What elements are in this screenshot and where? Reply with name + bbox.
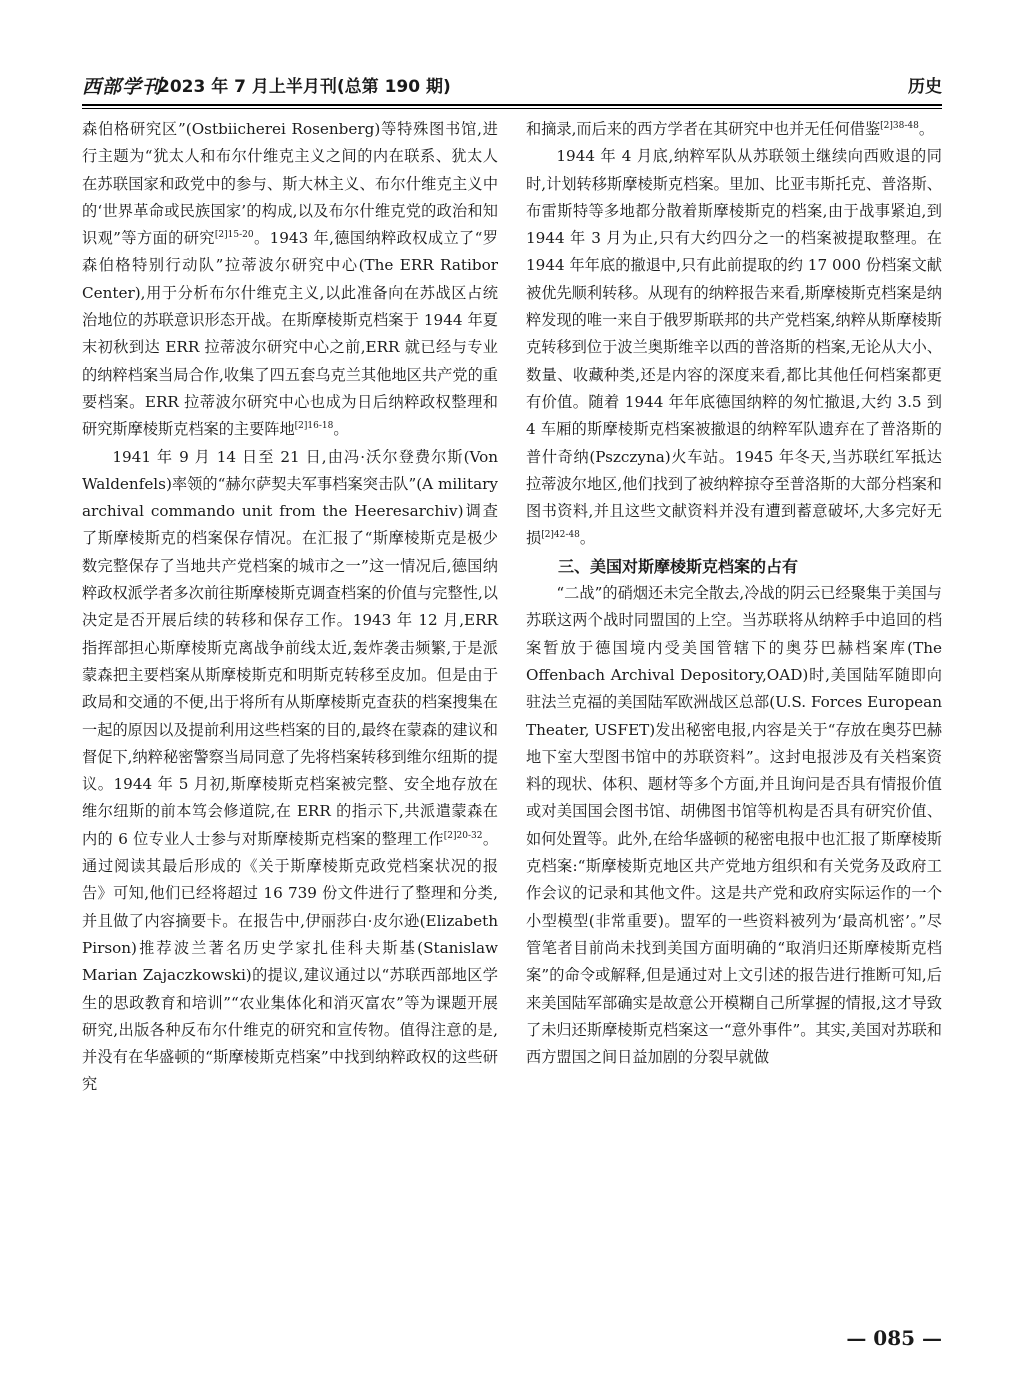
page-number: — 085 — xyxy=(846,1326,942,1350)
paragraph xyxy=(526,143,942,552)
paragraph-text: 。1943 年,德国纳粹政权成立了“罗森伯格特别行动队”拉蒂波尔研究中心(The ERR Ratibor Center),用于分析布尔什维克主义,以此准备向在苏战区占统治地位的苏联意识形态开战。在斯摩棱斯克档案于 1944 年夏末初秋到达 ERR 拉蒂波尔研究中心之前,ERR 就已经与专业的纳粹档案当局合作,收集了四五套乌克兰其他地区共产党的重要档案。ERR 拉蒂波尔研究中心也成为日后纳粹政权整理和研究斯摩棱斯克档案的主要阵地 xyxy=(82,229,498,439)
paragraph xyxy=(526,580,942,1071)
citation: [2]15-20 xyxy=(214,230,254,241)
paragraph xyxy=(82,116,498,444)
section-heading: 三、美国对斯摩棱斯克档案的占有 xyxy=(558,556,799,576)
right-column xyxy=(526,116,942,1071)
paragraph-text: 。 xyxy=(579,529,596,548)
running-header xyxy=(82,70,942,100)
paragraph xyxy=(82,444,498,1099)
paragraph-text: 和摘录,而后来的西方学者在其研究中也并无任何借鉴 xyxy=(526,120,881,138)
header-rule-thick xyxy=(82,104,942,106)
journal-logo: 西部学刊 xyxy=(82,76,163,98)
citation: [2]42-48 xyxy=(541,530,580,541)
header-rule-thin xyxy=(82,108,942,109)
citation: [2]20-32 xyxy=(443,830,483,841)
left-column xyxy=(82,116,498,1099)
citation: [2]38-48 xyxy=(880,120,919,131)
paragraph-text: 。 xyxy=(918,120,935,138)
paragraph-text: 1944 年 4 月底,纳粹军队从苏联领土继续向西败退的同时,计划转移斯摩棱斯克档案。里加、比亚韦斯托克、普洛斯、布雷斯特等多地都分散着斯摩棱斯克的档案,由于战事紧迫,到 1944 年 3 月为止,只有大约四分之一的档案被提取整理。在 1944 年年底的撤退中,只有此前提取的约 17 000 份档案文献被优先顺利转移。从现有的纳粹报告来看,斯摩棱斯克档案是纳粹发现的唯一来自于俄罗斯联邦的共产党档案,纳粹从斯摩棱斯克转移到位于波兰奥斯维辛以西的普洛斯的档案,无论从大小、数量、收藏种类,还是内容的深度来看,都比其他任何档案都更有价值。随着 1944 年年底德国纳粹的匆忙撤退,大约 3.5 到 4 车厢的斯摩棱斯克档案被撤退的纳粹军队遗弃在了普洛斯的普什奇纳(Pszczyna)火车站。1945 年冬天,当苏联红军抵达拉蒂波尔地区,他们找到了被纳粹掠夺至普洛斯的大部分档案和图书资料,并且这些文献资料并没有遭到蓄意破坏,大多完好无损 xyxy=(526,147,942,548)
paragraph-text: 。通过阅读其最后形成的《关于斯摩棱斯克政党档案状况的报告》可知,他们已经将超过 16 739 份文件进行了整理和分类,并且做了内容摘要卡。在报告中,伊丽莎白·皮尔逊(Elizabeth Pirson)推荐波兰著名历史学家扎佳科夫斯基(Stanislaw Marian Zajaczkowski)的提议,建议通过以“苏联西部地区学生的思政教育和培训”“农业集体化和消灭富农”等为课题开展研究,出版各种反布尔什维克的研究和宣传物。值得注意的是,并没有在华盛顿的“斯摩棱斯克档案”中找到纳粹政权的这些研究 xyxy=(82,829,499,1094)
paragraph xyxy=(526,116,942,143)
paragraph-text: 森伯格研究区”(Ostbiicherei Rosenberg)等特殊图书馆,进行主题为“犹太人和布尔什维克主义之间的内在联系、犹太人在苏联国家和政党中的参与、斯大林主义、布尔什维克主义中的‘世界革命或民族国家’的构成,以及布尔什维克党的政治和知识观”等方面的研究 xyxy=(82,120,498,248)
paragraph-text: 。 xyxy=(333,420,349,439)
citation: [2]16-18 xyxy=(294,421,334,432)
issue-info: 2023 年 7 月上半月刊(总第 190 期) xyxy=(158,77,451,97)
paragraph-text: 1941 年 9 月 14 日至 21 日,由冯·沃尔登费尔斯(Von Waldenfels)率领的“赫尔萨契夫军事档案突击队”(A military archival commando unit from the Heeresarchiv)调查了斯摩棱斯克的档案保存情况。在汇报了“斯摩棱斯克是极少数完整保存了当地共产党档案的城市之一”这一情况后,德国纳粹政权派学者多次前往斯摩棱斯克调查档案的价值与完整性,以决定是否开展后续的转移和保存工作。1943 年 12 月,ERR 指挥部担心斯摩棱斯克离战争前线太近,轰炸袭击频繁,于是派蒙森把主要档案从斯摩棱斯克和明斯克转移至皮加。但是由于政局和交通的不便,出于将所有从斯摩棱斯克查获的档案搜集在一起的原因以及提前利用这些档案的目的,最终在蒙森的建议和督促下,纳粹秘密警察当局同意了先将档案转移到维尔纽斯的提议。1944 年 5 月初,斯摩棱斯克档案被完整、安全地存放在维尔纽斯的前本笃会修道院,在 ERR 的指示下,共派遣蒙森在内的 6 位专业人士参与对斯摩棱斯克档案的整理工作 xyxy=(82,447,498,848)
section-tag: 历史 xyxy=(908,77,942,97)
paragraph-text: “二战”的硝烟还未完全散去,冷战的阴云已经聚集于美国与苏联这两个战时同盟国的上空。当苏联将从纳粹手中追回的档案暂放于德国境内受美国管辖下的奥芬巴赫档案库(The Offenbach Archival Depository,OAD)时,美国陆军随即向驻法兰克福的美国陆军欧洲战区总部(U.S. Forces European Theater, USFET)发出秘密电报,内容是关于“存放在奥芬巴赫地下室大型图书馆中的苏联资料”。这封电报涉及有关档案资料的现状、体积、题材等多个方面,并且询问是否具有情报价值或对美国国会图书馆、胡佛图书馆等机构是否具有研究价值、如何处置等。此外,在给华盛顿的秘密电报中也汇报了斯摩棱斯克档案:“斯摩棱斯克地区共产党地方组织和有关党务及政府工作会议的记录和其他文件。这是共产党和政府实际运作的一个小型模型(非常重要)。盟军的一些资料被列为‘最高机密’。”尽管笔者目前尚未找到美国方面明确的“取消归还斯摩棱斯克档案”的命令或解释,但是通过对上文引述的报告进行推断可知,后来美国陆军部确实是故意公开模糊自己所掌握的情报,这才导致了未归还斯摩棱斯克档案这一“意外事件”。其实,美国对苏联和西方盟国之间日益加剧的分裂早就做 xyxy=(526,584,942,1067)
